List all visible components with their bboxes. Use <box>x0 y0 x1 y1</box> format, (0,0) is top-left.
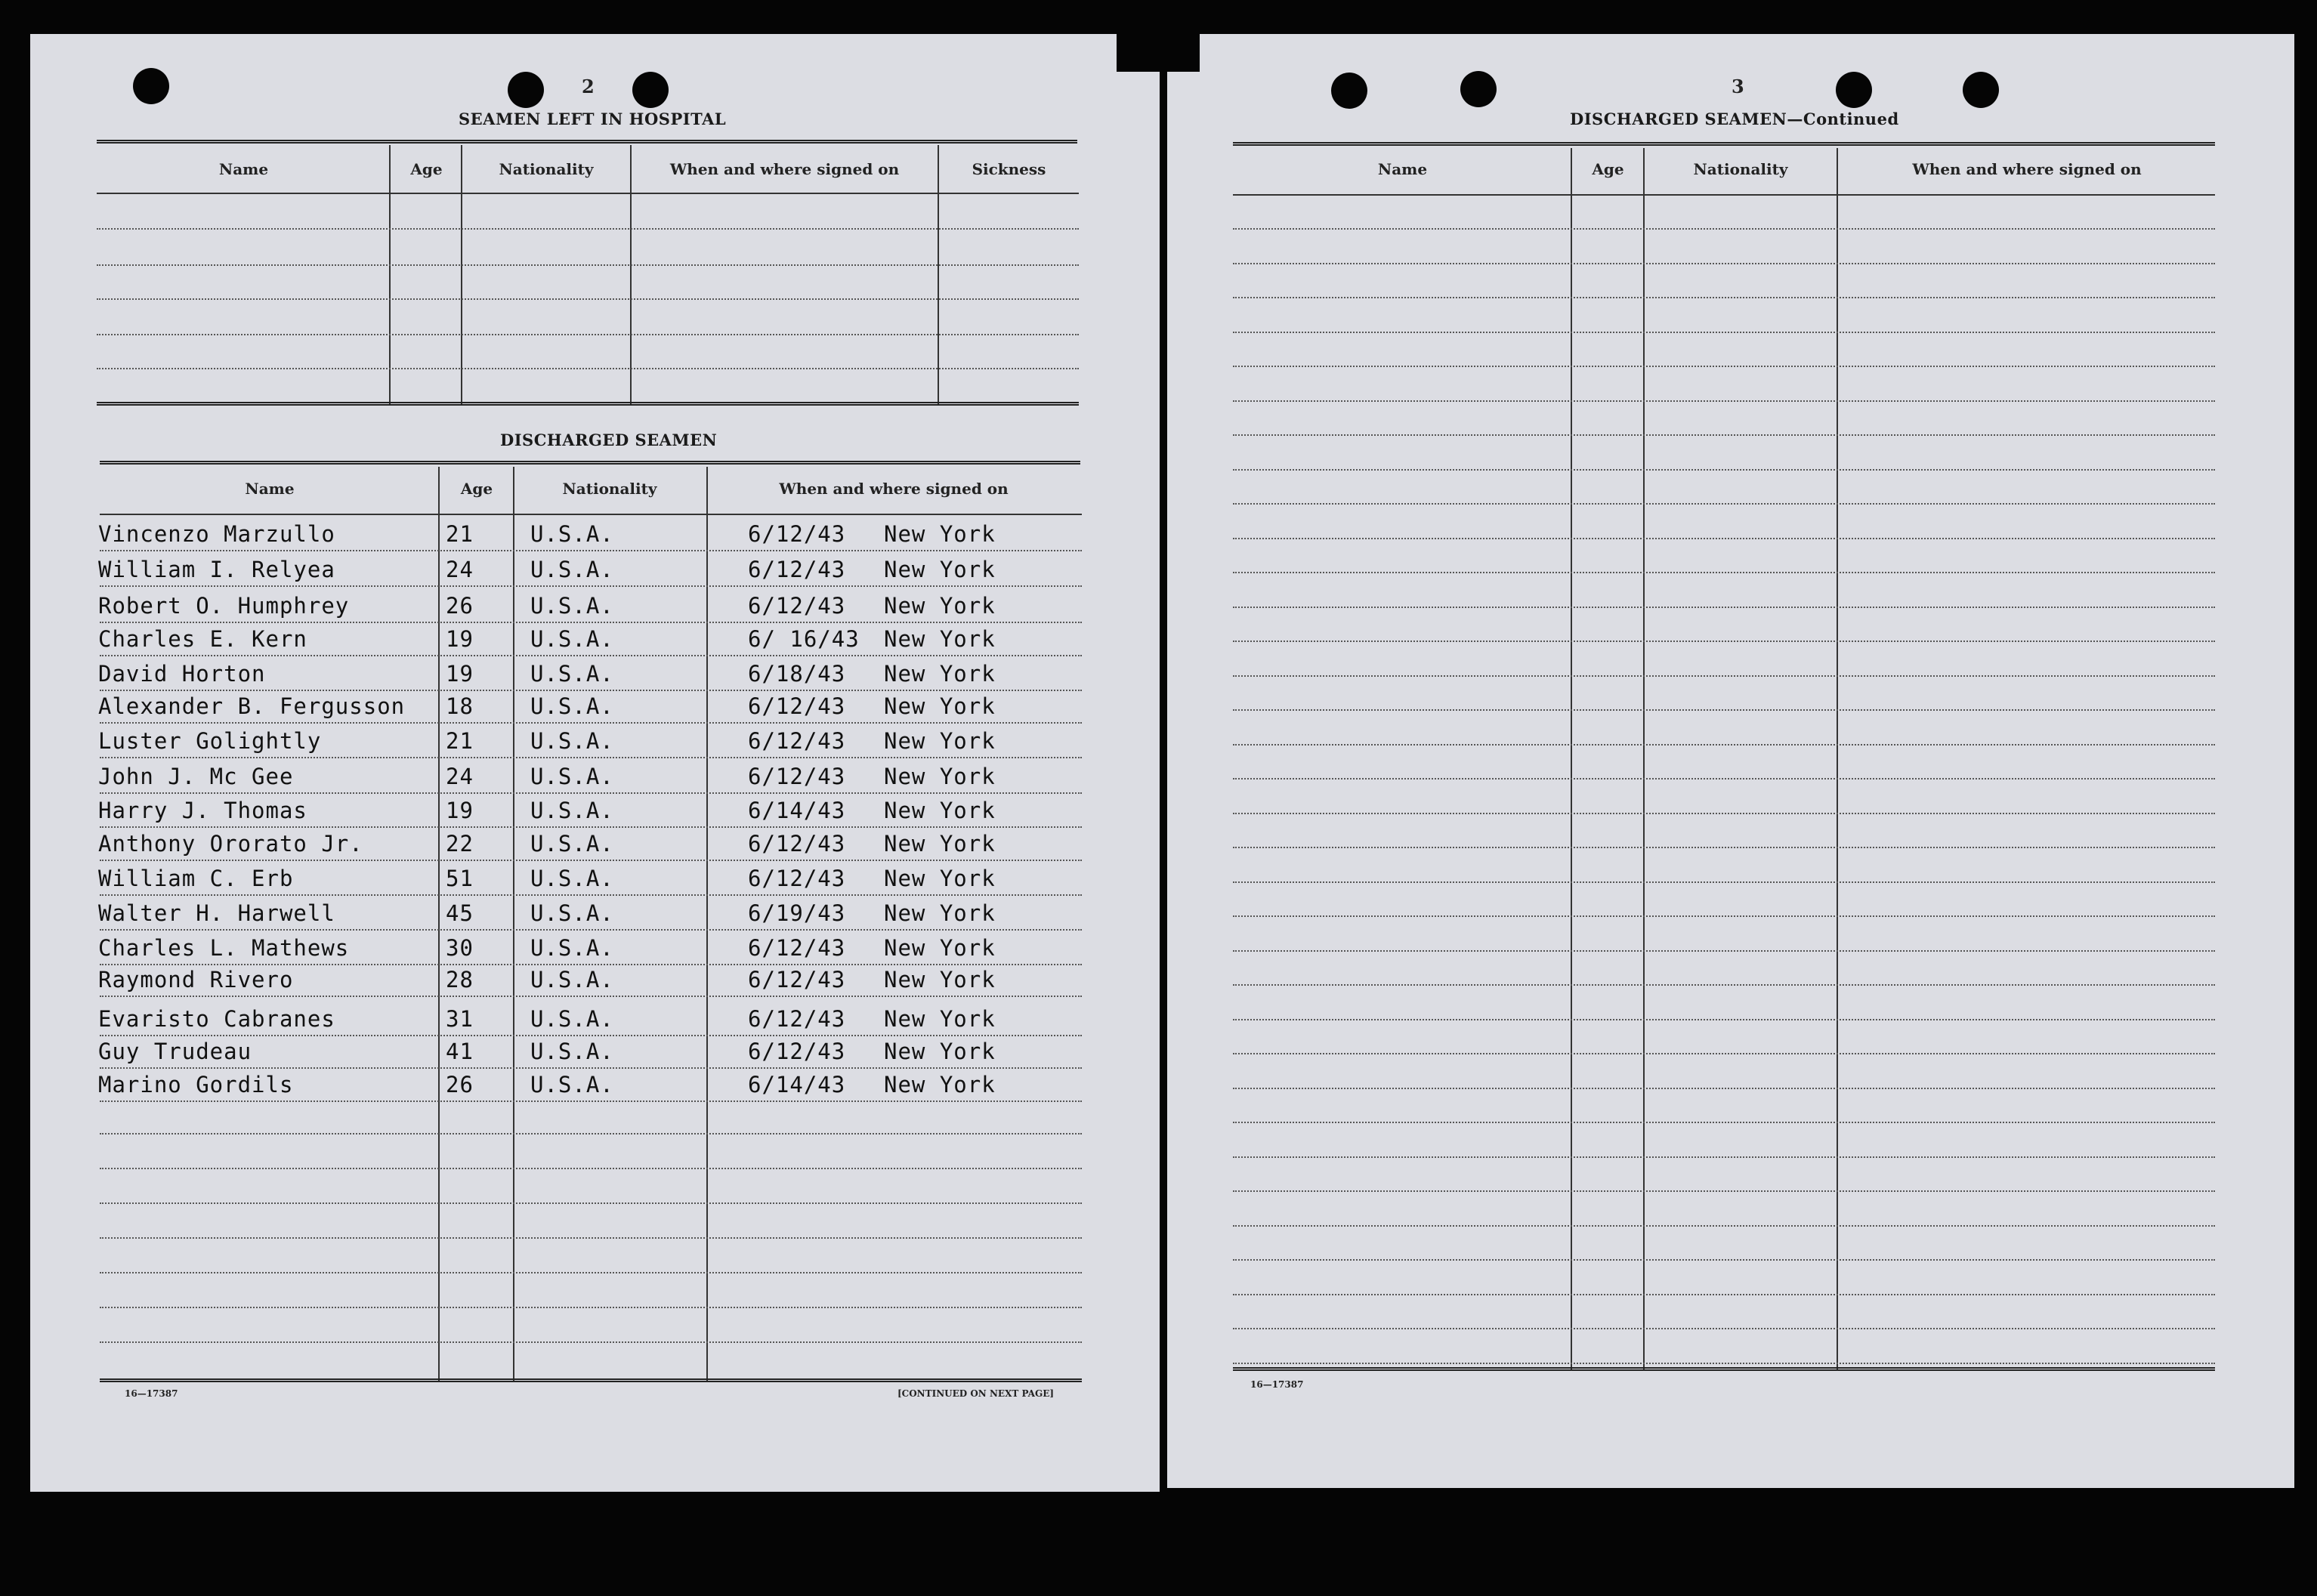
table-row-line <box>100 722 1082 724</box>
table-row-line <box>100 1035 1082 1036</box>
blank-row <box>1233 984 2215 986</box>
signed-on-date: 6/18/43 <box>748 661 846 687</box>
hospital-col-sickness: Sickness <box>972 160 1046 178</box>
seaman-name: John J. Mc Gee <box>98 764 294 789</box>
form-number: 16—17387 <box>1250 1379 1304 1390</box>
punch-hole <box>133 68 169 104</box>
blank-row <box>1233 641 2215 642</box>
discharged-col-signed-on: When and where signed on <box>779 480 1009 498</box>
seaman-name: Harry J. Thomas <box>98 798 307 823</box>
blank-row <box>1233 1122 2215 1123</box>
col-divider <box>706 467 708 1381</box>
seaman-age: 24 <box>446 557 474 582</box>
rule <box>1233 142 2215 146</box>
rule <box>97 402 1079 406</box>
right-col-age: Age <box>1592 160 1624 178</box>
signed-on-date: 6/19/43 <box>748 900 846 926</box>
signed-on-date: 6/12/43 <box>748 967 846 992</box>
signed-on-date: 6/ 16/43 <box>748 626 860 652</box>
blank-row <box>1233 675 2215 677</box>
signed-on-date: 6/12/43 <box>748 728 846 754</box>
blank-row <box>1233 881 2215 883</box>
seaman-nationality: U.S.A. <box>530 900 614 926</box>
seaman-age: 22 <box>446 831 474 857</box>
seaman-name: Charles L. Mathews <box>98 935 350 961</box>
table-row-line <box>100 550 1082 551</box>
hospital-col-signed-on: When and where signed on <box>669 160 900 178</box>
seaman-name: Vincenzo Marzullo <box>98 521 335 547</box>
table-row-line <box>100 622 1082 623</box>
table-row-line <box>100 860 1082 861</box>
blank-row <box>1233 572 2215 573</box>
discharged-col-nationality: Nationality <box>562 480 657 498</box>
seaman-nationality: U.S.A. <box>530 593 614 619</box>
page-number: 2 <box>582 76 595 97</box>
seaman-age: 31 <box>446 1006 474 1032</box>
blank-row <box>1233 263 2215 264</box>
seaman-age: 18 <box>446 693 474 719</box>
seaman-name: Walter H. Harwell <box>98 900 335 926</box>
blank-row <box>1233 1019 2215 1020</box>
signed-on-date: 6/12/43 <box>748 831 846 857</box>
seaman-name: Anthony Ororato Jr. <box>98 831 363 857</box>
table-row-line <box>100 792 1082 794</box>
right-page <box>1167 34 2294 1488</box>
discharged-section-title: DISCHARGED SEAMEN <box>500 431 718 449</box>
signed-on-place: New York <box>884 1039 996 1064</box>
hospital-col-age: Age <box>410 160 443 178</box>
right-col-nationality: Nationality <box>1693 160 1788 178</box>
blank-row <box>1233 1156 2215 1158</box>
seaman-age: 21 <box>446 521 474 547</box>
discharged-col-age: Age <box>460 480 493 498</box>
blank-row <box>100 1168 1082 1169</box>
table-row-line <box>100 655 1082 656</box>
blank-row <box>97 368 1079 369</box>
blank-row <box>1233 709 2215 711</box>
seaman-age: 41 <box>446 1039 474 1064</box>
signed-on-date: 6/12/43 <box>748 593 846 619</box>
blank-row <box>1233 469 2215 471</box>
blank-row <box>1233 813 2215 814</box>
rule <box>100 461 1080 465</box>
seaman-name: Marino Gordils <box>98 1072 294 1097</box>
seaman-name: Raymond Rivero <box>98 967 294 992</box>
signed-on-place: New York <box>884 935 996 961</box>
blank-row <box>97 264 1079 266</box>
table-row-line <box>100 826 1082 828</box>
punch-hole <box>1331 73 1367 109</box>
signed-on-place: New York <box>884 693 996 719</box>
seaman-name: Robert O. Humphrey <box>98 593 350 619</box>
discharged-continued-title: DISCHARGED SEAMEN—Continued <box>1570 110 1899 128</box>
continued-note: [CONTINUED ON NEXT PAGE] <box>897 1388 1055 1399</box>
punch-hole <box>1963 72 1999 108</box>
seaman-age: 45 <box>446 900 474 926</box>
blank-row <box>1233 778 2215 779</box>
signed-on-date: 6/12/43 <box>748 521 846 547</box>
seaman-name: William I. Relyea <box>98 557 335 582</box>
signed-on-place: New York <box>884 661 996 687</box>
blank-row <box>100 1272 1082 1273</box>
seaman-age: 30 <box>446 935 474 961</box>
seaman-nationality: U.S.A. <box>530 626 614 652</box>
signed-on-date: 6/12/43 <box>748 935 846 961</box>
right-col-signed-on: When and where signed on <box>1912 160 2142 178</box>
hospital-col-name: Name <box>218 160 269 178</box>
blank-row <box>1233 503 2215 505</box>
seaman-name: William C. Erb <box>98 866 294 891</box>
seaman-nationality: U.S.A. <box>530 764 614 789</box>
seaman-age: 19 <box>446 661 474 687</box>
punch-hole <box>1836 72 1872 108</box>
blank-row <box>97 298 1079 300</box>
seaman-age: 26 <box>446 593 474 619</box>
seaman-nationality: U.S.A. <box>530 693 614 719</box>
rule <box>97 140 1077 144</box>
blank-row <box>1233 1088 2215 1089</box>
blank-row <box>1233 297 2215 298</box>
seaman-nationality: U.S.A. <box>530 661 614 687</box>
seaman-nationality: U.S.A. <box>530 557 614 582</box>
table-row-line <box>100 1067 1082 1069</box>
blank-row <box>1233 366 2215 367</box>
signed-on-place: New York <box>884 557 996 582</box>
blank-row <box>100 1237 1082 1239</box>
seaman-name: Luster Golightly <box>98 728 322 754</box>
blank-row <box>100 1341 1082 1343</box>
signed-on-place: New York <box>884 764 996 789</box>
blank-row <box>1233 1328 2215 1329</box>
signed-on-date: 6/12/43 <box>748 557 846 582</box>
blank-row <box>97 228 1079 230</box>
col-divider <box>938 145 939 404</box>
signed-on-date: 6/12/43 <box>748 1006 846 1032</box>
signed-on-date: 6/12/43 <box>748 1039 846 1064</box>
rule <box>1233 194 2215 196</box>
table-row-line <box>100 585 1082 587</box>
rule <box>97 193 1079 194</box>
blank-row <box>100 1307 1082 1308</box>
signed-on-place: New York <box>884 866 996 891</box>
signed-on-place: New York <box>884 831 996 857</box>
seaman-age: 51 <box>446 866 474 891</box>
seaman-age: 26 <box>446 1072 474 1097</box>
seaman-name: David Horton <box>98 661 266 687</box>
table-row-line <box>100 964 1082 965</box>
blank-row <box>1233 332 2215 333</box>
blank-row <box>100 1202 1082 1204</box>
col-divider <box>389 145 391 404</box>
seaman-age: 21 <box>446 728 474 754</box>
col-divider <box>513 467 514 1381</box>
blank-row <box>1233 847 2215 848</box>
page-notch <box>1117 30 1200 72</box>
blank-row <box>1233 744 2215 746</box>
rule <box>100 514 1082 515</box>
blank-row <box>1233 400 2215 402</box>
table-row-line <box>100 929 1082 931</box>
table-row-line <box>100 757 1082 758</box>
blank-row <box>1233 434 2215 436</box>
seaman-age: 19 <box>446 798 474 823</box>
signed-on-place: New York <box>884 521 996 547</box>
signed-on-place: New York <box>884 798 996 823</box>
table-row-line <box>100 996 1082 997</box>
blank-row <box>1233 1053 2215 1054</box>
rule <box>1233 1367 2215 1371</box>
signed-on-place: New York <box>884 728 996 754</box>
blank-row <box>100 1133 1082 1134</box>
signed-on-place: New York <box>884 967 996 992</box>
blank-row <box>1233 1294 2215 1295</box>
signed-on-date: 6/12/43 <box>748 764 846 789</box>
signed-on-place: New York <box>884 1072 996 1097</box>
signed-on-date: 6/14/43 <box>748 1072 846 1097</box>
seaman-age: 19 <box>446 626 474 652</box>
blank-row <box>1233 1259 2215 1261</box>
signed-on-place: New York <box>884 900 996 926</box>
seaman-nationality: U.S.A. <box>530 521 614 547</box>
seaman-name: Alexander B. Fergusson <box>98 693 406 719</box>
blank-row <box>1233 1225 2215 1227</box>
signed-on-place: New York <box>884 593 996 619</box>
seaman-nationality: U.S.A. <box>530 1006 614 1032</box>
seaman-nationality: U.S.A. <box>530 866 614 891</box>
punch-hole <box>632 72 669 108</box>
table-row-line <box>100 690 1082 691</box>
hospital-section-title: SEAMEN LEFT IN HOSPITAL <box>459 110 727 128</box>
signed-on-place: New York <box>884 1006 996 1032</box>
punch-hole <box>508 72 544 108</box>
seaman-nationality: U.S.A. <box>530 967 614 992</box>
page-number: 3 <box>1732 76 1744 97</box>
blank-row <box>1233 915 2215 917</box>
seaman-nationality: U.S.A. <box>530 831 614 857</box>
signed-on-place: New York <box>884 626 996 652</box>
hospital-col-nationality: Nationality <box>499 160 594 178</box>
blank-row <box>97 334 1079 335</box>
seaman-age: 28 <box>446 967 474 992</box>
signed-on-date: 6/12/43 <box>748 866 846 891</box>
seaman-name: Charles E. Kern <box>98 626 307 652</box>
blank-row <box>1233 1363 2215 1364</box>
blank-row <box>1233 228 2215 230</box>
col-divider <box>438 467 440 1381</box>
discharged-col-name: Name <box>245 480 295 498</box>
rule <box>100 1378 1082 1382</box>
table-row-line <box>100 894 1082 896</box>
col-divider <box>630 145 632 404</box>
seaman-nationality: U.S.A. <box>530 798 614 823</box>
seaman-name: Evaristo Cabranes <box>98 1006 335 1032</box>
right-col-name: Name <box>1377 160 1428 178</box>
seaman-age: 24 <box>446 764 474 789</box>
blank-row <box>1233 950 2215 952</box>
seaman-nationality: U.S.A. <box>530 1072 614 1097</box>
seaman-name: Guy Trudeau <box>98 1039 252 1064</box>
seaman-nationality: U.S.A. <box>530 728 614 754</box>
seaman-nationality: U.S.A. <box>530 935 614 961</box>
blank-row <box>1233 1190 2215 1192</box>
form-number: 16—17387 <box>125 1388 178 1399</box>
table-row-line <box>100 1101 1082 1102</box>
col-divider <box>461 145 462 404</box>
punch-hole <box>1460 71 1497 107</box>
signed-on-date: 6/12/43 <box>748 693 846 719</box>
blank-row <box>1233 607 2215 608</box>
signed-on-date: 6/14/43 <box>748 798 846 823</box>
seaman-nationality: U.S.A. <box>530 1039 614 1064</box>
blank-row <box>1233 538 2215 539</box>
